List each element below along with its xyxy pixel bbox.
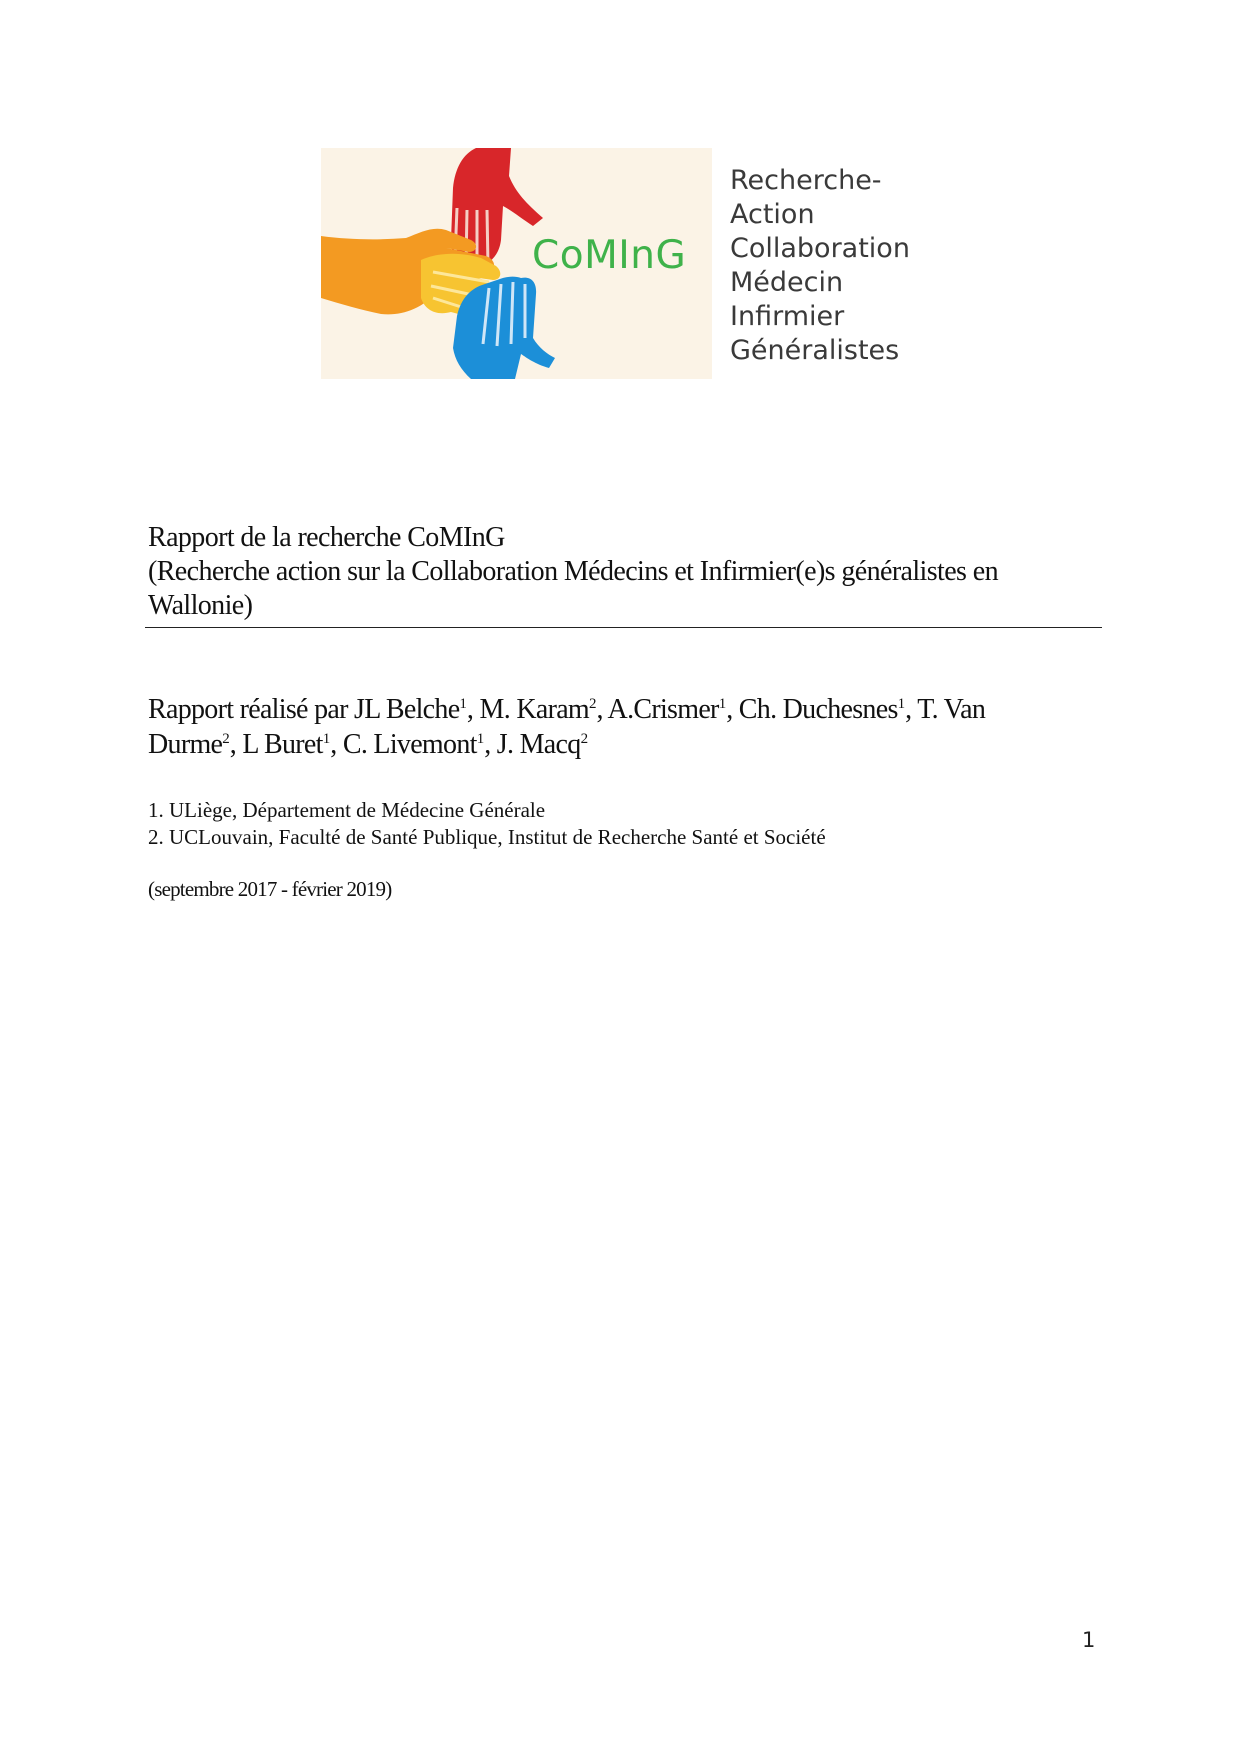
affiliation-item: 2. UCLouvain, Faculté de Santé Publique, Institut de Recherche Santé et Société: [148, 825, 826, 849]
logo-line: Collaboration: [730, 233, 910, 264]
title-line: Wallonie): [148, 590, 253, 621]
report-title: [148, 521, 1098, 623]
title-line: Rapport de la recherche CoMInG: [148, 522, 505, 553]
affiliations-list: [148, 797, 1098, 851]
affiliation-mark: 1: [322, 731, 331, 747]
authors-intro: Rapport réalisé par JL Belche: [148, 694, 460, 725]
affiliation-item: 1. ULiège, Département de Médecine Générale: [148, 798, 546, 822]
author-name: , L Buret: [229, 729, 323, 760]
affiliation-mark: 1: [459, 696, 467, 712]
affiliation-mark: 1: [476, 731, 485, 747]
author-name: , M. Karam: [466, 694, 589, 725]
logo-line: Médecin: [730, 267, 844, 298]
affiliation-mark: 1: [897, 696, 906, 712]
author-name: , T. Van: [905, 694, 986, 725]
logo-line: Infirmier: [730, 301, 845, 332]
authors-line-2: [148, 727, 1098, 762]
coming-logo: [321, 148, 712, 379]
title-divider: [145, 627, 1102, 628]
logo-line: Recherche-: [730, 165, 882, 196]
logo-tagline: [730, 164, 910, 368]
author-name: , J. Macq: [484, 729, 581, 760]
page-number: 1: [1082, 1628, 1096, 1652]
affiliation-mark: 2: [589, 696, 597, 712]
affiliation-mark: 1: [718, 696, 727, 712]
author-name: , A.Crismer: [596, 694, 719, 725]
title-line: (Recherche action sur la Collaboration Médecins et Infirmier(e)s généralistes en: [148, 556, 998, 587]
logo-line: Généralistes: [730, 335, 900, 366]
report-period: (septembre 2017 - février 2019): [148, 877, 392, 901]
author-name: Durme: [148, 729, 223, 760]
author-name: , Ch. Duchesnes: [726, 694, 898, 725]
logo-wordmark: CoMInG: [532, 233, 687, 278]
author-name: , C. Livemont: [330, 729, 477, 760]
affiliation-mark: 2: [580, 731, 589, 747]
affiliation-mark: 2: [222, 731, 230, 747]
authors-block: [148, 692, 1098, 762]
logo-line: Action: [730, 199, 815, 230]
authors-line-1: [148, 692, 1098, 727]
